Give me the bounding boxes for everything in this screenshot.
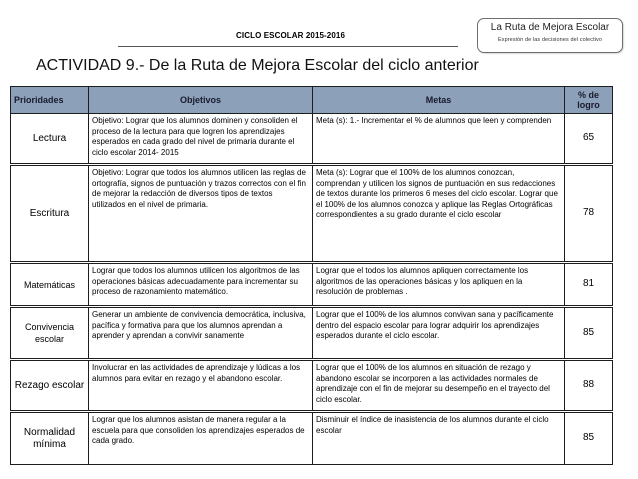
table-row: [11, 263, 613, 307]
table-row: [11, 114, 613, 165]
school-year-label: CICLO ESCOLAR 2015-2016: [236, 31, 346, 40]
ruta-badge-subtitle: Expresión de las decisiones del colectivo: [497, 37, 603, 43]
achievement-cell: 88: [565, 360, 613, 412]
achievement-cell: 85: [565, 412, 613, 465]
priority-cell: Normalidad mínima: [11, 412, 89, 465]
table-header-row: [11, 87, 613, 114]
column-header-logro: % de logro: [565, 87, 613, 114]
objective-cell: Involucrar en las actividades de aprendizaje y lúdicas a los alumnos para evitar en rezago y el abandono escolar.: [89, 360, 313, 412]
ruta-badge-title: La Ruta de Mejora Escolar: [490, 22, 610, 33]
column-header-metas: Metas: [313, 87, 565, 114]
objective-cell: Objetivo: Lograr que los alumnos dominen y consoliden el proceso de la lectura para que logren los aprendizajes esperados en cada grado del nivel de primaria durante el ciclo escolar 2014- 2015: [89, 114, 313, 165]
table-row: [11, 360, 613, 412]
objective-cell: Lograr que todos los alumnos utilicen los algoritmos de las operaciones básicas adecuadamente para incrementar su proceso de razonamiento matemático.: [89, 263, 313, 307]
achievement-cell: 65: [565, 114, 613, 165]
objective-cell: Generar un ambiente de convivencia democrática, inclusiva, pacífica y formativa para que los alumnos aprendan a aprender y aprendan a convivir sanamente: [89, 307, 313, 360]
goal-cell: Lograr que el 100% de los alumnos convivan sana y pacíficamente dentro del espacio escolar para lograr adquirir los aprendizajes esperados durante el ciclo escolar.: [313, 307, 565, 360]
objective-cell: Lograr que los alumnos asistan de manera regular a la escuela para que consoliden los aprendizajes esperados de cada grado.: [89, 412, 313, 465]
goal-cell: Meta (s): Lograr que el 100% de los alumnos conozcan, comprendan y utilicen los signos de puntuación en sus redacciones de textos durante los primeros 6 meses del ciclo escolar. Lograr que el 100% de los alumnos conozca y aplique las Reglas Ortográficas correspondientes a su grado durante el ciclo escolar: [313, 165, 565, 263]
objective-cell: Objetivo: Lograr que todos los alumnos utilicen las reglas de ortografía, signos de puntuación y trazos correctos con el fin de mejorar la redacción de diversos tipos de textos utilizados en el nivel de primaria.: [89, 165, 313, 263]
goal-cell: Lograr que el 100% de los alumnos en situación de rezago y abandono escolar se incorporen a las actividades normales de aprendizaje con el fin de mejorar su desempeño en el trayecto del ciclo escolar.: [313, 360, 565, 412]
goal-cell: Lograr que el todos los alumnos apliquen correctamente los algoritmos de las operaciones básicas y los apliquen en la resolución de problemas .: [313, 263, 565, 307]
achievement-cell: 85: [565, 307, 613, 360]
priorities-table: [10, 86, 613, 465]
priority-cell: Escritura: [11, 165, 89, 263]
table-row: [11, 165, 613, 263]
goal-cell: Meta (s): 1.- Incrementar el % de alumnos que leen y comprenden: [313, 114, 565, 165]
ruta-mejora-badge: [477, 18, 623, 53]
table-row: [11, 307, 613, 360]
priority-cell: Matemáticas: [11, 263, 89, 307]
achievement-cell: 81: [565, 263, 613, 307]
priority-cell: Lectura: [11, 114, 89, 165]
column-header-prioridades: Prioridades: [11, 87, 89, 114]
table-row: [11, 412, 613, 465]
header-divider: [118, 46, 458, 47]
priority-cell: Convivencia escolar: [11, 307, 89, 360]
priority-cell: Rezago escolar: [11, 360, 89, 412]
column-header-objetivos: Objetivos: [89, 87, 313, 114]
page-title: ACTIVIDAD 9.- De la Ruta de Mejora Escolar del ciclo anterior: [36, 57, 479, 74]
achievement-cell: 78: [565, 165, 613, 263]
goal-cell: Disminuir el índice de inasistencia de los alumnos durante el ciclo escolar: [313, 412, 565, 465]
